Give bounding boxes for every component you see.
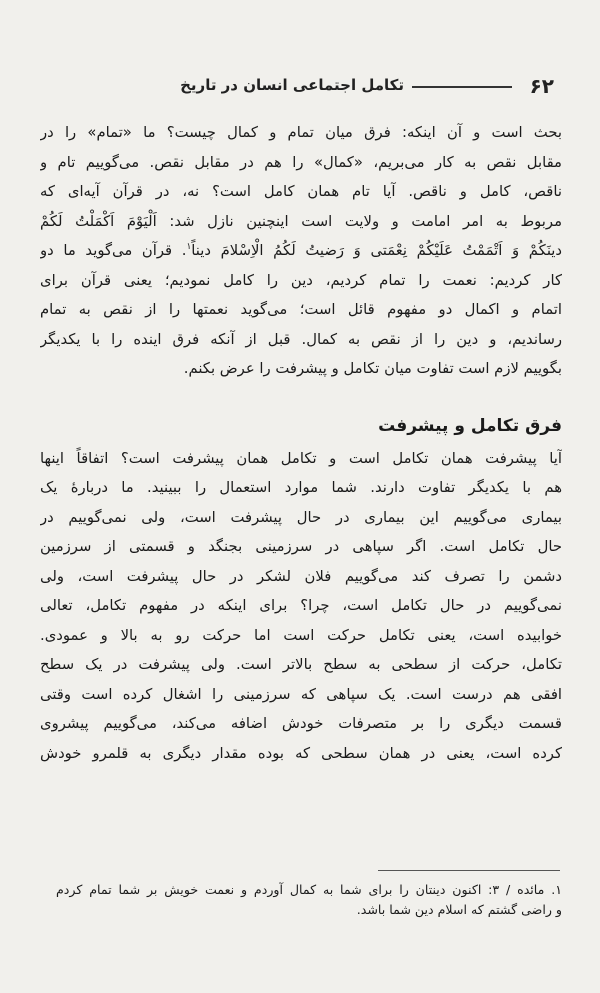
- text-line: آیا پیشرفت همان تکامل است و تکامل همان پیشرفت است؟ اتفاقاً اینها: [40, 449, 562, 467]
- footnotes: [56, 880, 562, 920]
- quran-verse-line: [40, 236, 562, 266]
- paragraph-gap: [40, 384, 562, 406]
- footnote-rule: [378, 870, 560, 871]
- text-line: کرده است، یعنی در همان سطحی که بوده مقدار دیگری به قلمرو خودش: [40, 744, 562, 762]
- page-number: ۶۲: [529, 74, 554, 98]
- text-line: بحث است و آن اینکه: فرق میان تمام و کمال چیست؟ ما «تمام» را در: [40, 124, 562, 141]
- text-line: اتمام و اکمال دو مفهوم قائل است؛ می‌گوید نعمتها را از نقص به تمام: [40, 301, 562, 318]
- verse-line-tail: . قرآن می‌گوید ما دو: [40, 242, 187, 259]
- main-text: [40, 118, 562, 768]
- text-line: نمی‌گوییم در حال تکامل است، چرا؟ برای اینکه در مفهوم تکامل، تعالی: [40, 597, 562, 614]
- text-line: تکامل، حرکت از سطحی به سطح بالاتر است. ولی پیشرفت در یک سطح: [40, 656, 562, 673]
- footnote-line: و راضی گشتم که اسلام دین شما باشد.: [356, 902, 562, 917]
- text-line: هم با یکدیگر تفاوت دارند. شما موارد استعمال را ببینید. ما دربارهٔ یک: [40, 479, 562, 496]
- page-header: [36, 72, 554, 106]
- text-line: مربوط به امر امامت و ولایت است اینچنین نازل شد: اَلْیَوْمَ اَکْمَلْتُ لَکُمْ: [40, 212, 562, 230]
- header-rule: [412, 86, 512, 88]
- text-line: بیماری می‌گوییم این بیماری در حال پیشرفت است، ولی نمی‌گوییم در: [40, 508, 562, 526]
- text-line: بگوییم لازم است تفاوت میان تکامل و پیشرفت را عرض بکنم.: [183, 360, 562, 377]
- text-line: حال تکامل است. اگر سپاهی در سرزمینی بجنگد و قسمتی از سرزمین: [40, 538, 562, 555]
- text-line: افقی هم درست است. یک سپاهی که سرزمینی را اشغال کرده است وقتی: [40, 685, 562, 703]
- paragraph-1: [40, 118, 562, 384]
- text-line: قسمت دیگری را بر متصرفات خودش اضافه می‌کند، می‌گوییم پیشروی: [40, 715, 562, 732]
- text-line: رساندیم، و دین را از نقص به کمال. قبل از آنکه فرق اینده را با یکدیگر: [40, 330, 562, 348]
- text-line: خوابیده است، یعنی تکامل حرکت است اما حرکت رو به بالا و عمودی.: [40, 626, 562, 644]
- running-title: تکامل اجتماعی انسان در تاریخ: [180, 76, 404, 94]
- text-line: مقابل نقص به کار می‌بریم، «کمال» را هم در مقابل نقص. می‌گوییم تام و: [40, 153, 562, 171]
- quran-verse: دینَکُمْ وَ اَتْمَمْتُ عَلَیْکُمْ نِعْمَتی وَ رَضیتُ لَکُمُ الْاِسْلامَ دیناً: [191, 242, 562, 259]
- text-line: ناقص، کامل و ناقص. آیا تام همان کامل است؟ نه، در قرآن آیه‌ای که: [40, 183, 562, 200]
- section-title: فرق تکامل و پیشرفت: [378, 415, 562, 436]
- text-line: کار کردیم: نعمت را تمام کردیم، دین را کامل نمودیم؛ یعنی قرآن برای: [40, 271, 562, 289]
- footnote-marker: ۱: [186, 242, 192, 253]
- footnote-line: ۱. مائده / ۳: اکنون دینتان را برای شما به کمال آوردم و نعمت خویش بر شما تمام کردم: [56, 882, 562, 897]
- text-line: دشمن را تصرف کند می‌گوییم فلان لشکر در حال پیشرفت است، ولی: [40, 567, 562, 585]
- paragraph-2: [40, 444, 562, 769]
